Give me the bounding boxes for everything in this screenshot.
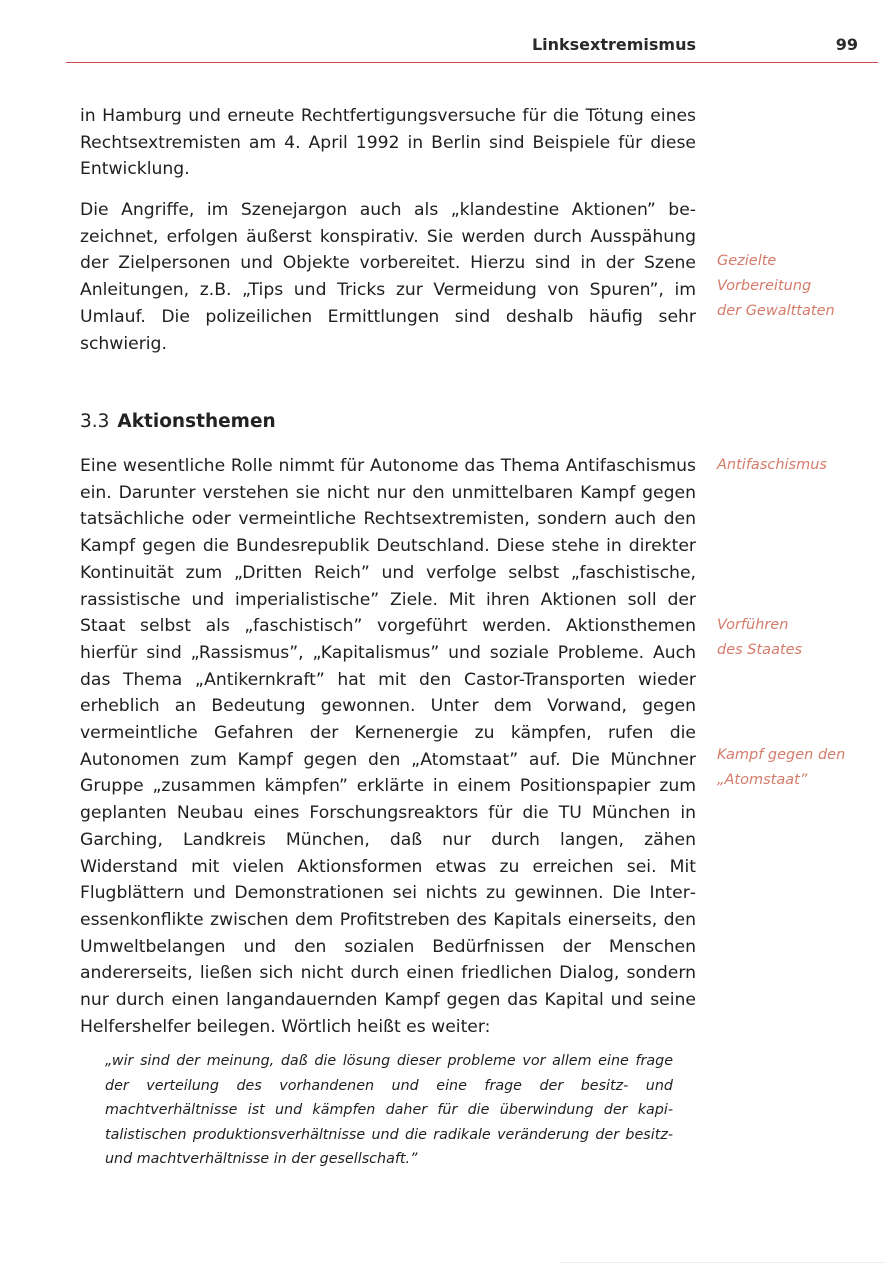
margin-note-vorfuehren: Vorführen des Staates [717,617,803,658]
page-number: 99 [835,35,858,54]
header-rule [66,62,878,63]
section-number: 3.3 [80,411,110,432]
footer-rule [560,1262,885,1263]
block-quote: „wir sind der meinung, daß die lösung dieser probleme vor allem eine frage der verteilung des vorhandenen und eine frage der besitz- und machtverhältnisse ist und kämpfen daher für die überwindung der kapitalistischen produktionsverhältnisse und die radikale veränderung der besitz- und machtverhältnisse in der gesellschaft.” [105,1053,673,1167]
paragraph-continuation: in Hamburg und erneute Rechtfertigungsversuche für die Tötung eines Rechtsextremisten am 4. April 1992 in Berlin sind Beispiele für diese Entwicklung. [80,106,696,180]
paragraph-antifaschismus: Eine wesentliche Rolle nimmt für Autonome das Thema Antifaschismus ein. Darunter verstehen sie nicht nur den unmittelbaren Kampf gegen tatsächliche oder vermeintliche Rechtsextremisten, sondern auch den Kampf gegen die Bundesrepublik Deutschland. Diese stehe in direkter Kontinuität zum „Dritten Reich” und verfolge selbst „faschistische, rassistische und imperialistische” Ziele. Mit ihren Aktionen soll der Staat selbst als „faschistisch” vorgeführt werden. Aktionsthemen hierfür sind „Rassismus”, „Kapitalismus” und soziale Probleme. Auch das Thema „Antikernkraft” hat mit den Castor-Transporten wieder erheblich an Bedeutung gewonnen. Unter dem Vorwand, gegen vermeintliche Gefahren der Kernenergie zu kämpfen, rufen die Autonomen zum Kampf gegen den „Atomstaat” auf. Die Münchner Gruppe „zusammen kämpfen” erklärte in einem Positionspapier zum geplanten Neubau eines Forschungsreaktors für die TU München in Garching, Landkreis München, daß nur durch langen, zähen Widerstand mit vielen Aktionsformen etwas zu erreichen sei. Mit Flugblättern und Demonstrationen sei nichts zu gewinnen. Die Interessenkonflikte zwischen dem Profitstreben des Kapitals einerseits, den Umweltbelangen und den sozialen Bedürfnissen der Menschen andererseits, ließen sich nicht durch einen friedlichen Dialog, sondern nur durch einen langandauernden Kampf gegen das Kapital und seine Helfershelfer beilegen. Wörtlich heißt es weiter: [80,456,696,1037]
paragraph-attacks: Die Angriffe, im Szenejargon auch als „klandestine Aktionen” bezeichnet, erfolgen äußerst konspirativ. Sie werden durch Ausspähung der Zielpersonen und Objekte vorbereitet. Hierzu sind in der Szene Anleitungen, z.B. „Tips und Tricks zur Vermeidung von Spuren”, im Umlauf. Die polizeilichen Ermittlungen sind deshalb häufig sehr schwierig. [80,200,696,354]
section-heading [80,411,276,432]
margin-note-gezielte: Gezielte Vorbereitung der Gewalttaten [717,253,835,319]
section-title: Aktionsthemen [117,411,276,432]
margin-note-antifaschismus: Antifaschismus [717,457,827,473]
running-header-title: Linksextremismus [531,35,696,54]
margin-note-atomstaat: Kampf gegen den „Atomstaat” [717,747,846,788]
